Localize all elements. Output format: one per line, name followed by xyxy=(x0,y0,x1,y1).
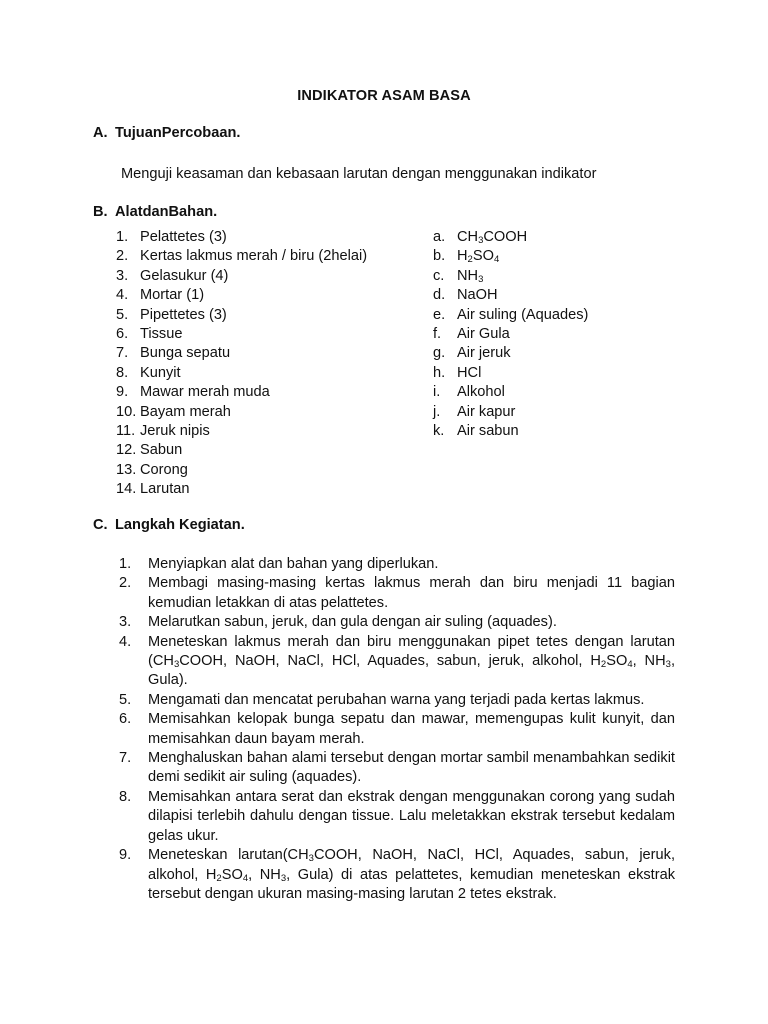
alat-item xyxy=(116,306,416,325)
alat-item xyxy=(116,286,416,305)
bahan-text: NaOH xyxy=(457,287,498,304)
bahan-letter: b. xyxy=(433,248,446,265)
step-text: COOH, NaOH, NaCl, HCl, Aquades, sabun, jeruk, alkohol, H xyxy=(148,847,676,883)
step-item xyxy=(119,613,675,632)
section-a-letter: A. xyxy=(93,125,108,141)
step-item xyxy=(119,555,675,574)
step-number: 2. xyxy=(119,575,132,592)
step-subscript: 3 xyxy=(280,872,287,884)
bahan-item xyxy=(433,247,693,266)
bahan-letter: c. xyxy=(433,267,445,284)
alat-item xyxy=(116,461,416,480)
section-c-letter: C. xyxy=(93,517,108,533)
bahan-letter: a. xyxy=(433,229,446,245)
step-subscript: 3 xyxy=(665,659,671,671)
bahan-letter: g. xyxy=(433,345,446,362)
bahan-text: Air Gula xyxy=(457,325,510,342)
alat-text: Corong xyxy=(140,461,188,478)
alat-text: Gelasukur (4) xyxy=(140,267,229,284)
alat-item xyxy=(116,325,416,344)
bahan-item xyxy=(433,403,693,422)
alat-text: Larutan xyxy=(140,481,190,498)
alat-number: 10. xyxy=(116,403,137,420)
alat-number: 3. xyxy=(116,267,129,284)
bahan-subscript: 3 xyxy=(478,273,484,285)
alat-number: 9. xyxy=(116,384,129,401)
bahan-item xyxy=(433,383,693,402)
alat-number: 5. xyxy=(116,306,129,323)
alat-item xyxy=(116,267,416,286)
bahan-text: H xyxy=(457,248,468,265)
step-text: Melarutkan sabun, jeruk, dan gula dengan air suling (aquades). xyxy=(148,614,557,631)
step-item xyxy=(119,846,675,904)
bahan-text: HCl xyxy=(457,364,482,381)
alat-item xyxy=(116,344,416,363)
bahan-item xyxy=(433,325,693,344)
step-subscript: 4 xyxy=(242,872,249,884)
bahan-text: Air sabun xyxy=(457,422,519,439)
alat-number: 11. xyxy=(116,422,136,439)
step-item xyxy=(119,574,675,613)
alat-text: Kunyit xyxy=(140,364,181,381)
bahan-letter: h. xyxy=(433,364,446,381)
alat-item xyxy=(116,403,416,422)
step-item xyxy=(119,691,675,710)
bahan-item xyxy=(433,306,693,325)
step-number: 7. xyxy=(119,750,132,767)
step-number: 1. xyxy=(119,556,132,572)
bahan-item xyxy=(433,228,693,247)
alat-item xyxy=(116,480,416,499)
section-b-letter: B. xyxy=(93,204,108,220)
step-text: Memisahkan antara serat dan ekstrak dengan menggunakan corong yang sudah dilapisi terlebih dahulu dengan tissue. Lalu meletakkan ekstrak tersebut kedalam gelas ukur. xyxy=(148,788,675,844)
step-text: SO xyxy=(221,866,243,883)
alat-item xyxy=(116,383,416,402)
step-text: Menyiapkan alat dan bahan yang diperlukan. xyxy=(148,556,439,572)
alat-number: 6. xyxy=(116,325,129,342)
step-text: Menghaluskan bahan alami tersebut dengan mortar sambil menambahkan sedikit demi sedikit air suling (aquades). xyxy=(148,750,675,786)
step-subscript: 3 xyxy=(308,853,314,865)
alat-item xyxy=(116,247,416,266)
bahan-text: Air jeruk xyxy=(457,345,511,362)
section-c-heading xyxy=(93,516,245,535)
section-a-text: Menguji keasaman dan kebasaan larutan dengan menggunakan indikator xyxy=(121,166,597,182)
bahan-text: Air kapur xyxy=(457,403,516,420)
step-number: 5. xyxy=(119,691,132,708)
step-text: COOH, NaOH, NaCl, HCl, Aquades, sabun, jeruk, alkohol, H xyxy=(179,653,601,670)
step-item xyxy=(119,788,675,846)
alat-number: 13. xyxy=(116,461,137,478)
bahan-letter: f. xyxy=(433,325,442,342)
alat-number: 1. xyxy=(116,229,129,245)
alat-number: 12. xyxy=(116,442,137,459)
step-number: 6. xyxy=(119,711,132,728)
step-text: Mengamati dan mencatat perubahan warna yang terjadi pada kertas lakmus. xyxy=(148,691,645,708)
bahan-letter: j. xyxy=(433,403,441,420)
bahan-letter: i. xyxy=(433,384,441,401)
step-text: SO xyxy=(606,653,628,670)
bahan-subscript: 2 xyxy=(467,254,473,266)
step-number: 3. xyxy=(119,614,132,631)
alat-number: 4. xyxy=(116,287,129,304)
step-item xyxy=(119,710,675,749)
step-text: , NH xyxy=(248,866,281,883)
bahan-text: SO xyxy=(472,248,494,265)
step-number: 9. xyxy=(119,847,132,864)
alat-text: Sabun xyxy=(140,442,183,459)
alat-text: Mawar merah muda xyxy=(140,384,270,401)
step-text: , Gula). xyxy=(148,653,675,689)
alat-text: Mortar (1) xyxy=(140,287,205,304)
bahan-subscript: 4 xyxy=(493,254,500,266)
bahan-item xyxy=(433,344,693,363)
step-text: Meneteskan larutan(CH xyxy=(148,847,309,864)
alat-list xyxy=(116,228,416,499)
alat-number: 8. xyxy=(116,364,129,381)
bahan-text: Alkohol xyxy=(457,384,505,401)
alat-text: Tissue xyxy=(140,325,183,342)
step-subscript: 3 xyxy=(173,659,180,671)
step-subscript: 4 xyxy=(627,659,633,671)
alat-text: Jeruk nipis xyxy=(140,422,210,439)
step-text: , NH xyxy=(632,653,666,670)
section-c-title: Langkah Kegiatan. xyxy=(115,517,245,533)
section-a-title: TujuanPercobaan. xyxy=(115,125,241,141)
step-text: Meneteskan lakmus merah dan biru menggunakan pipet tetes dengan larutan (CH xyxy=(148,633,675,670)
bahan-text: CH xyxy=(457,229,479,245)
bahan-item xyxy=(433,422,693,441)
alat-item xyxy=(116,228,416,247)
alat-text: Bayam merah xyxy=(140,403,231,420)
alat-text: Kertas lakmus merah / biru (2helai) xyxy=(140,248,368,265)
section-b-heading xyxy=(93,203,217,222)
alat-text: Pelattetes (3) xyxy=(140,229,227,245)
alat-item xyxy=(116,422,416,441)
bahan-text: COOH xyxy=(483,229,528,245)
bahan-item xyxy=(433,267,693,286)
alat-text: Bunga sepatu xyxy=(140,345,231,362)
alat-number: 14. xyxy=(116,481,137,498)
bahan-letter: d. xyxy=(433,287,446,304)
page-title: INDIKATOR ASAM BASA xyxy=(297,88,471,104)
step-number: 4. xyxy=(119,633,132,650)
alat-number: 2. xyxy=(116,248,129,265)
step-text: , Gula) di atas pelattetes, kemudian meneteskan ekstrak tersebut dengan ukuran masing-masing larutan 2 tetes ekstrak. xyxy=(148,866,675,902)
step-item xyxy=(119,749,675,788)
step-number: 8. xyxy=(119,788,132,805)
steps-list xyxy=(119,555,675,904)
bahan-list xyxy=(433,228,693,441)
bahan-text: Air suling (Aquades) xyxy=(457,306,589,323)
alat-item xyxy=(116,364,416,383)
bahan-text: NH xyxy=(457,267,479,284)
bahan-item xyxy=(433,286,693,305)
alat-item xyxy=(116,441,416,460)
bahan-subscript: 3 xyxy=(478,235,484,246)
bahan-letter: e. xyxy=(433,306,446,323)
alat-number: 7. xyxy=(116,345,129,362)
step-text: Memisahkan kelopak bunga sepatu dan mawar, memengupas kulit kunyit, dan memisahkan daun bayam merah. xyxy=(148,711,675,747)
step-item xyxy=(119,633,675,691)
step-text: Membagi masing-masing kertas lakmus merah dan biru menjadi 11 bagian kemudian letakkan di atas pelattetes. xyxy=(148,575,675,611)
step-subscript: 2 xyxy=(216,872,222,884)
step-subscript: 2 xyxy=(600,659,607,671)
section-b-title: AlatdanBahan. xyxy=(115,204,218,220)
bahan-item xyxy=(433,364,693,383)
bahan-letter: k. xyxy=(433,422,445,439)
section-a-heading xyxy=(93,124,240,143)
alat-text: Pipettetes (3) xyxy=(140,306,227,323)
